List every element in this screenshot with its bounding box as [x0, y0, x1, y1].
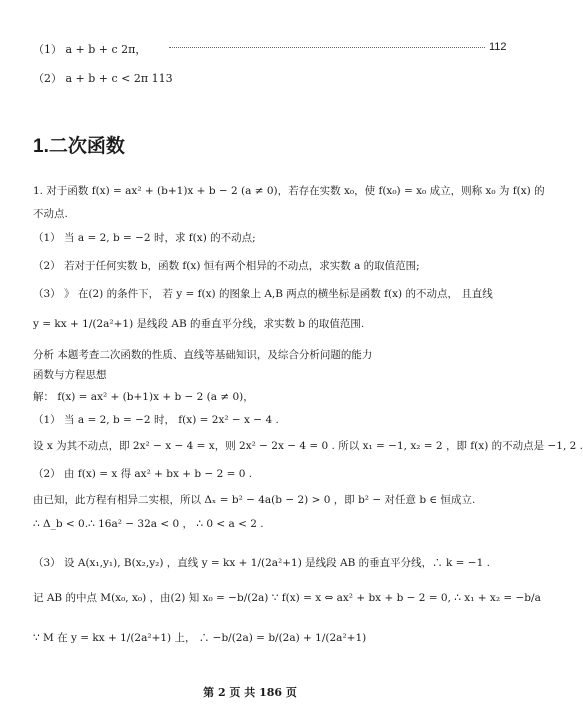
solution-part-1-detail: 设 x 为其不动点，即 2x² − x − 4 = x，则 2x² − 2x − 4 = 0 . 所以 x₁ = −1, x₂ = 2 ，即 f(x) 的不动点是 −1, 2 .: [33, 440, 583, 452]
solution-part-3: （3） 设 A(x₁,y₁), B(x₂,y₂) ，直线 y = kx + 1/(2a²+1) 是线段 AB 的垂直平分线，∴ k = −1 .: [33, 557, 490, 569]
analysis-line: 分析 本题考查二次函数的性质、直线等基础知识，及综合分析问题的能力: [33, 349, 373, 361]
solution-part-1: （1） 当 a = 2, b = −2 时， f(x) = 2x² − x − 4 .: [33, 414, 279, 426]
solution-intro: 解： f(x) = ax² + (b+1)x + b − 2 (a ≠ 0)，: [33, 391, 254, 403]
problem-line-2: 不动点.: [33, 208, 68, 220]
solution-part-2: （2） 由 f(x) = x 得 ax² + bx + b − 2 = 0 .: [33, 468, 253, 480]
section-title: 1.二次函数: [33, 136, 125, 157]
solution-part-3-substitute: ∵ M 在 y = kx + 1/(2a²+1) 上， ∴ −b/(2a) = b/(2a) + 1/(2a²+1): [33, 632, 367, 644]
toc-entry-1-label: （1） a + b + c 2π，: [33, 43, 147, 56]
toc-leader-dots: [169, 47, 485, 48]
toc-entry-2[interactable]: [33, 70, 173, 86]
toc-entry-1[interactable]: [33, 41, 507, 57]
problem-part-2: （2） 若对于任何实数 b，函数 f(x) 恒有两个相异的不动点，求实数 a 的取值范围;: [33, 260, 420, 272]
problem-line-1: 1. 对于函数 f(x) = ax² + (b+1)x + b − 2 (a ≠ 0)，若存在实数 x₀，使 f(x₀) = x₀ 成立，则称 x₀ 为 f(x) 的: [33, 185, 545, 197]
toc-entry-2-label: （2） a + b + c < 2π 113: [33, 72, 173, 85]
problem-part-1: （1） 当 a = 2, b = −2 时，求 f(x) 的不动点;: [33, 232, 256, 244]
page-footer: 第 2 页 共 186 页: [203, 686, 297, 699]
problem-part-3: （3） 》 在(2) 的条件下， 若 y = f(x) 的图象上 A,B 两点的横坐标是函数 f(x) 的不动点， 且直线: [33, 288, 493, 300]
solution-part-2-detail: 由已知，此方程有相异二实根，所以 Δₓ = b² − 4a(b − 2) > 0 ，即 b² − 对任意 b ∈ 恒成立.: [33, 494, 476, 506]
analysis-line-2: 函数与方程思想: [33, 369, 107, 381]
toc-entry-1-page: 112: [489, 41, 507, 53]
problem-part-3-cont: y = kx + 1/(2a²+1) 是线段 AB 的垂直平分线，求实数 b 的取值范围.: [33, 318, 365, 330]
solution-part-3-midpoint: 记 AB 的中点 M(x₀, x₀) ，由(2) 知 x₀ = −b/(2a) ∵ f(x) = x ⇔ ax² + bx + b − 2 = 0, ∴ x₁ + x₂ = −b/a: [33, 592, 541, 604]
solution-part-2-result: ∴ Δ_b < 0.∴ 16a² − 32a < 0 ， ∴ 0 < a < 2 .: [33, 518, 264, 530]
